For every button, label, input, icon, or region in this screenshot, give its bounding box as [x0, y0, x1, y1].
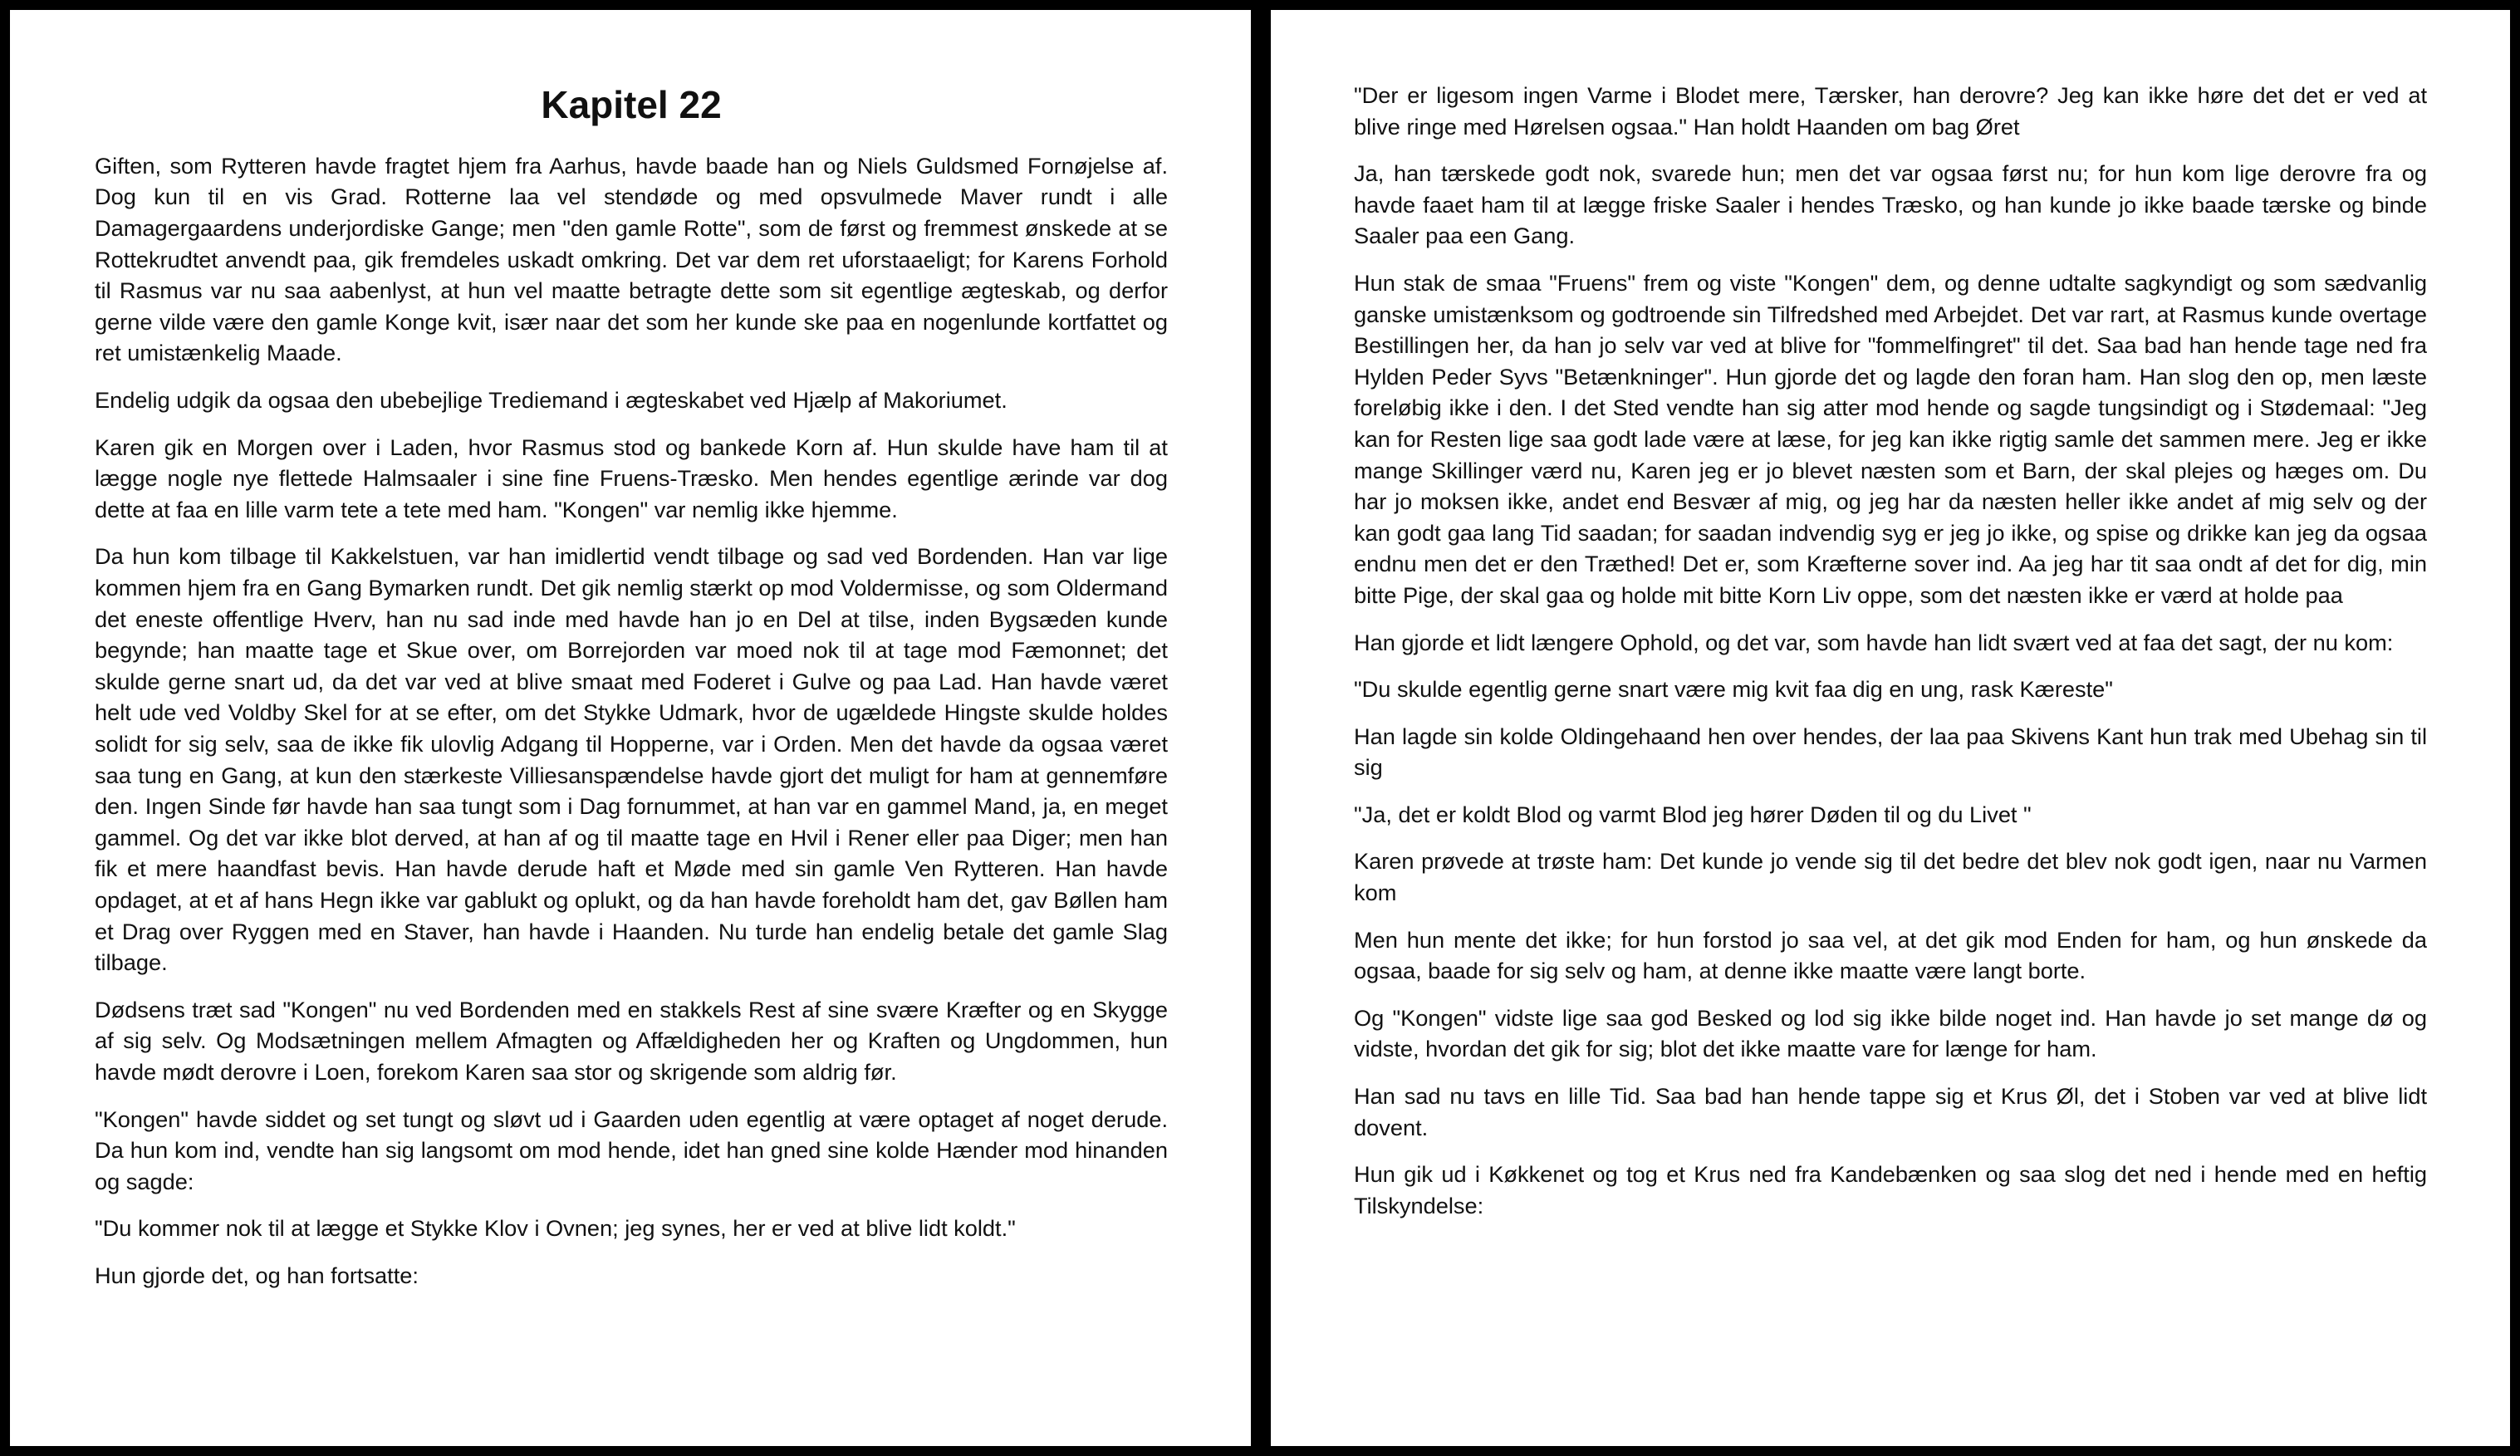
paragraph: Karen gik en Morgen over i Laden, hvor Rasmus stod og bankede Korn af. Hun skulde have ham til at lægge nogle nye flettede Halmsaaler i sine fine Fruens-Træsko. Men hendes egentlige ærinde var dog dette at faa en lille varm tete a tete med ham. "Kongen" var nemlig ikke hjemme.: [95, 434, 1168, 522]
paragraph: Men hun mente det ikke; for hun forstod jo saa vel, at det gik mod Enden for ham, og hun ønskede da ogsaa, baade for sig selv og ham, at denne ikke maatte være langt borte.: [1354, 926, 2427, 984]
paragraph: Hun gjorde det, og han fortsatte:: [95, 1262, 419, 1288]
right-page: [1271, 10, 2510, 1446]
paragraph: Karen prøvede at trøste ham: Det kunde jo vende sig til det bedre det blev nok godt igen, naar nu Varmen kom: [1354, 848, 2427, 906]
paragraph: Han sad nu tavs en lille Tid. Saa bad han hende tappe sig et Krus Øl, det i Stoben var ved at blive lidt dovent.: [1354, 1083, 2427, 1140]
paragraph: Dødsens træt sad "Kongen" nu ved Bordenden med en stakkels Rest af sine svære Kræfter og en Skygge af sig selv. Og Modsætningen mellem Afmagten og Affældigheden her og Kraften og Ungdommen, hun havde mødt derovre i Loen, forekom Karen saa stor og skrigende som aldrig før.: [95, 996, 1168, 1085]
paragraph: Giften, som Rytteren havde fragtet hjem fra Aarhus, havde baade han og Niels Guldsmed Fornøjelse af. Dog kun til en vis Grad. Rotterne laa vel stendøde og med opsvulmede Maver rundt i alle Damagergaardens underjordiske Gange; men "den gamle Rotte", som de først og fremmest ønskede at se Rottekrudtet anvendt paa, gik fremdeles uskadt omkring. Det var dem ret uforstaaeligt; for Karens Forhold til Rasmus var nu saa aabenlyst, at hun vel maatte betragte dette som sit egentlige ægteskab, og derfor gerne vilde være den gamle Konge kvit, især naar det som her kunde ske paa en nogenlunde kortfattet og ret umistænkelig Maade.: [95, 152, 1168, 366]
paragraph: Han lagde sin kolde Oldingehaand hen over hendes, der laa paa Skivens Kant hun trak med Ubehag sin til sig: [1354, 723, 2427, 781]
paragraph: Hun stak de smaa "Fruens" frem og viste "Kongen" dem, og denne udtalte sagkyndigt og som sædvanlig ganske umistænksom og godtroende sin Tilfredshed med Arbejdet. Det var rart, at Rasmus kunde overtage Bestillingen her, da han jo selv var ved at blive for "fommelfingret" til det. Saa bad han hende tage ned fra Hylden Peder Syvs "Betænkninger". Hun gjorde det og lagde den foran ham. Han slog den op, men læste foreløbig ikke i den. I det Sted vendte han sig atter mod hende og sagde tungsindigt og i Stødemaal: "Jeg kan for Resten lige saa godt lade være at læse, for jeg kan ikke rigtig samle det sammen mere. Jeg er ikke mange Skillinger værd nu, Karen jeg er jo blevet næsten som et Barn, der skal plejes og hæges om. Du har jo moksen ikke, andet end Besvær af mig, og jeg har da næsten heller ikke andet af mig selv og der kan godt gaa lang Tid saadan; for saadan indvendig syg er jeg jo ikke, og spise og drikke kan jeg da ogsaa endnu men det er den Træthed! Det er, som Kræfterne sover ind. Aa jeg har tit saa ondt af det for dig, min bitte Pige, der skal gaa og holde mit bitte Korn Liv oppe, som det næsten ikke er værd at holde paa: [1354, 269, 2427, 608]
paragraph: "Der er ligesom ingen Varme i Blodet mere, Tærsker, han derovre? Jeg kan ikke høre det det er ved at blive ringe med Hørelsen ogsaa." Han holdt Haanden om bag Øret: [1354, 82, 2427, 140]
paragraph: "Du skulde egentlig gerne snart være mig kvit faa dig en ung, rask Kæreste": [1354, 676, 2113, 703]
paragraph: Hun gik ud i Køkkenet og tog et Krus ned fra Kandebænken og saa slog det ned i hende med en heftig Tilskyndelse:: [1354, 1161, 2427, 1218]
paragraph: Og "Kongen" vidste lige saa god Besked og lod sig ikke bilde noget ind. Han havde jo set mange dø og vidste, hvordan det gik for sig; blot det ikke maatte vare for længe for ham.: [1354, 1004, 2427, 1062]
paragraph: Han gjorde et lidt længere Ophold, og det var, som havde han lidt svært ved at faa det sagt, der nu kom:: [1354, 629, 2394, 655]
paragraph: "Du kommer nok til at lægge et Stykke Klov i Ovnen; jeg synes, her er ved at blive lidt koldt.": [95, 1215, 1016, 1242]
paragraph: Ja, han tærskede godt nok, svarede hun; men det var ogsaa først nu; for hun kom lige derovre fra og havde faaet ham til at lægge friske Saaler i hendes Træsko, og han kunde jo ikke baade tærske og binde Saaler paa een Gang.: [1354, 160, 2427, 249]
paragraph: "Ja, det er koldt Blod og varmt Blod jeg hører Døden til og du Livet ": [1354, 801, 2032, 827]
chapter-title: Kapitel 22: [541, 83, 722, 126]
paragraph: "Kongen" havde siddet og set tungt og sløvt ud i Gaarden uden egentlig at være optaget af noget derude. Da hun kom ind, vendte han sig langsomt om mod hende, idet han gned sine kolde Hænder mod hinanden og sagde:: [95, 1105, 1168, 1194]
paragraph: Da hun kom tilbage til Kakkelstuen, var han imidlertid vendt tilbage og sad ved Bordenden. Han var lige kommen hjem fra en Gang Bymarken rundt. Det gik nemlig stærkt op mod Voldermisse, og som Oldermand det eneste offentlige Hverv, han nu sad inde med havde han jo en Del at tilse, inden Bygsæden kunde begynde; han maatte tage et Skue over, om Borrejorden var moed nok til at tage mod Fæmonnet; det skulde gerne snart ud, da det var ved at blive smaat med Foderet i Gulve og paa Lad. Han havde været helt ude ved Voldby Skel for at se efter, om det Stykke Udmark, hvor de ugældede Hingste skulde holdes solidt for sig selv, saa de ikke fik ulovlig Adgang til Hopperne, var i Orden. Men det havde da ogsaa været saa tung en Gang, at kun den stærkeste Villiesanspændelse havde gjort det muligt for ham at gennemføre den. Ingen Sinde før havde han saa tungt som i Dag fornummet, at han var en gammel Mand, ja, en meget gammel. Og det var ikke blot derved, at han af og til maatte tage en Hvil i Rener eller paa Diger; men han fik et mere haandfast bevis. Han havde derude haft et Møde med sin gamle Ven Rytteren. Han havde opdaget, at et af hans Hegn ikke var gablukt og oplukt, og da han havde foreholdt ham det, gav Bøllen ham et Drag over Ryggen med en Staver, han havde i Haanden. Nu turde han endelig betale det gamle Slag tilbage.: [95, 543, 1168, 976]
paragraph: Endelig udgik da ogsaa den ubebejlige Trediemand i ægteskabet ved Hjælp af Makoriumet.: [95, 387, 1008, 414]
left-page: [10, 10, 1251, 1446]
